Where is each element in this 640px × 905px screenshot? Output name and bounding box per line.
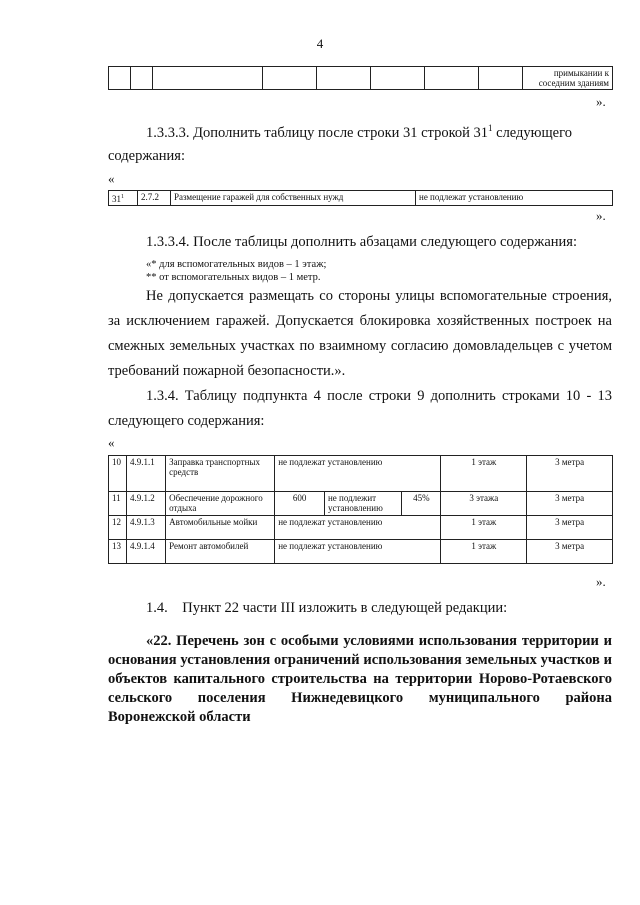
table-cell: 1 этаж (441, 516, 527, 540)
open-quote: « (108, 171, 115, 186)
table-cell: Ремонт автомобилей (166, 540, 275, 564)
open-quote: « (108, 435, 115, 450)
paragraph-forbid: Не допускается размещать со стороны улицы вспомогательные строения, за исключением гаражей. Допускается блокировка хозяйственных построек на смежных земельных участках по взаимному согласию домовладельцев с учетом требований пожарной безопасности.». (108, 288, 612, 379)
table-cell: Размещение гаражей для собственных нужд (171, 191, 416, 206)
table-cell: 4.9.1.1 (127, 456, 166, 492)
table-cell: 3 этажа (441, 492, 527, 516)
table-cell: 11 (109, 492, 127, 516)
table-cell: не подлежат установлению (275, 516, 441, 540)
paragraph-1-3-4: 1.3.4. Таблицу подпункта 4 после строки 9 дополнить строками 10 - 13 следующего содержания: (108, 388, 612, 429)
table-cell: не подлежат установлению (275, 456, 441, 492)
close-quote: ». (596, 208, 606, 223)
table-cell: Автомобильные мойки (166, 516, 275, 540)
table-cell: Обеспечение дорожного отдыха (166, 492, 275, 516)
table-cell: 4.9.1.4 (127, 540, 166, 564)
table-cell: $31^1$ (109, 191, 138, 206)
close-quote: ». (596, 574, 606, 589)
table-cell: 3 метра (527, 516, 613, 540)
table-row (109, 456, 613, 492)
table-cell: 12 (109, 516, 127, 540)
table-cell: 1 этаж (441, 540, 527, 564)
table-cell: 2.7.2 (138, 191, 171, 206)
note-1: «* для вспомогательных видов – 1 этаж; (146, 259, 327, 270)
paragraph-1-4: 1.4. Пункт 22 части III изложить в следующей редакции: (146, 600, 508, 616)
row-31-table (108, 190, 613, 206)
table-cell: не подлежат установлению (416, 191, 613, 206)
table-row (109, 191, 613, 206)
top-table-fragment (108, 66, 613, 90)
note-2: ** от вспомогательных видов – 1 метр. (146, 272, 321, 283)
rows-10-13-table (108, 455, 613, 564)
table-cell: 10 (109, 456, 127, 492)
paragraph-1-3-3-4: 1.3.3.4. После таблицы дополнить абзацами следующего содержания: (146, 234, 577, 250)
table-cell: 4.9.1.2 (127, 492, 166, 516)
table-row (109, 492, 613, 516)
table-cell: не подлежат установлению (275, 540, 441, 564)
table-row (109, 516, 613, 540)
bold-paragraph-22: «22. Перечень зон с особыми условиями использования территории и основания установления ограничений использования земельных участков и объектов капитального строительства на территории Норово-Ротаевского сельского поселения Нижнедевицкого муниципального района Воронежской области (108, 633, 612, 725)
close-quote: ». (596, 94, 606, 109)
paragraph-1-3-3-3: 1.3.3.3. Дополнить таблицу после строки 31 строкой $31^1$ следующего (146, 123, 572, 141)
table-cell: 600 (275, 492, 325, 516)
table-cell: 13 (109, 540, 127, 564)
paragraph-1-3-3-3-line2: содержания: (108, 148, 186, 164)
table-row (109, 540, 613, 564)
table-cell: не подлежит установлению (324, 492, 401, 516)
table-cell: 3 метра (527, 492, 613, 516)
table-cell: 4.9.1.3 (127, 516, 166, 540)
table-cell: примыкании к соседним зданиям (523, 67, 613, 90)
table-cell: 3 метра (527, 540, 613, 564)
table-cell: 45% (402, 492, 441, 516)
table-cell: Заправка транспортных средств (166, 456, 275, 492)
table-cell: 1 этаж (441, 456, 527, 492)
table-cell: 3 метра (527, 456, 613, 492)
page-number: 4 (316, 36, 324, 51)
